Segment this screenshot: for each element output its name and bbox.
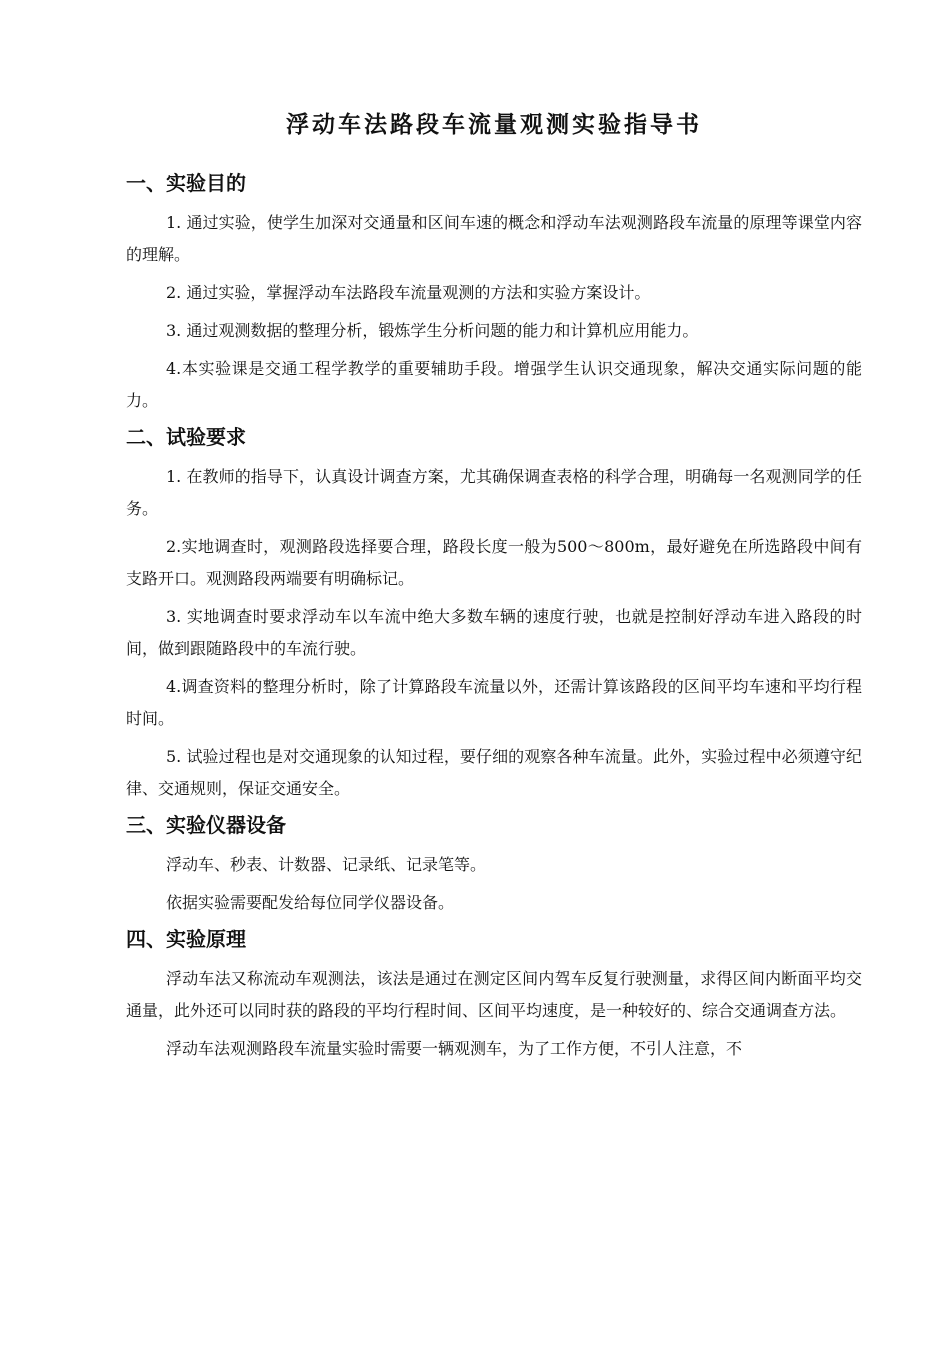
paragraph: 2.实地调查时，观测路段选择要合理，路段长度一般为500～800m，最好避免在所选路段中间有支路开口。观测路段两端要有明确标记。 — [126, 537, 862, 588]
paragraph: 3. 通过观测数据的整理分析，锻炼学生分析问题的能力和计算机应用能力。 — [166, 321, 699, 340]
paragraph: 5. 试验过程也是对交通现象的认知过程，要仔细的观察各种车流量。此外，实验过程中必须遵守纪律、交通规则，保证交通安全。 — [126, 747, 862, 798]
document-page — [126, 110, 862, 1071]
section-heading: 三、实验仪器设备 — [126, 813, 286, 837]
paragraph: 1. 在教师的指导下，认真设计调查方案，尤其确保调查表格的科学合理，明确每一名观测同学的任务。 — [126, 467, 862, 518]
section-heading: 一、实验目的 — [126, 171, 246, 195]
section-heading: 二、试验要求 — [126, 425, 246, 449]
paragraph: 4.本实验课是交通工程学教学的重要辅助手段。增强学生认识交通现象，解决交通实际问题的能力。 — [126, 359, 862, 410]
document-title: 浮动车法路段车流量观测实验指导书 — [286, 112, 702, 138]
paragraph: 浮动车、秒表、计数器、记录纸、记录笔等。 — [166, 855, 487, 874]
paragraph: 依据实验需要配发给每位同学仪器设备。 — [166, 893, 455, 912]
section-requirements — [126, 423, 862, 805]
section-equipment — [126, 811, 862, 919]
section-heading: 四、实验原理 — [126, 927, 246, 951]
section-principle — [126, 925, 862, 1065]
paragraph: 4.调查资料的整理分析时，除了计算路段车流量以外，还需计算该路段的区间平均车速和平均行程时间。 — [126, 677, 862, 728]
paragraph: 2. 通过实验，掌握浮动车法路段车流量观测的方法和实验方案设计。 — [166, 283, 651, 302]
section-purpose — [126, 169, 862, 417]
paragraph: 浮动车法观测路段车流量实验时需要一辆观测车，为了工作方便，不引人注意，不 — [166, 1039, 743, 1058]
paragraph: 3. 实地调查时要求浮动车以车流中绝大多数车辆的速度行驶，也就是控制好浮动车进入路段的时间，做到跟随路段中的车流行驶。 — [126, 607, 862, 658]
paragraph: 1. 通过实验，使学生加深对交通量和区间车速的概念和浮动车法观测路段车流量的原理等课堂内容的理解。 — [126, 213, 862, 264]
paragraph: 浮动车法又称流动车观测法，该法是通过在测定区间内驾车反复行驶测量，求得区间内断面平均交通量，此外还可以同时获的路段的平均行程时间、区间平均速度，是一种较好的、综合交通调查方法。 — [126, 969, 862, 1020]
